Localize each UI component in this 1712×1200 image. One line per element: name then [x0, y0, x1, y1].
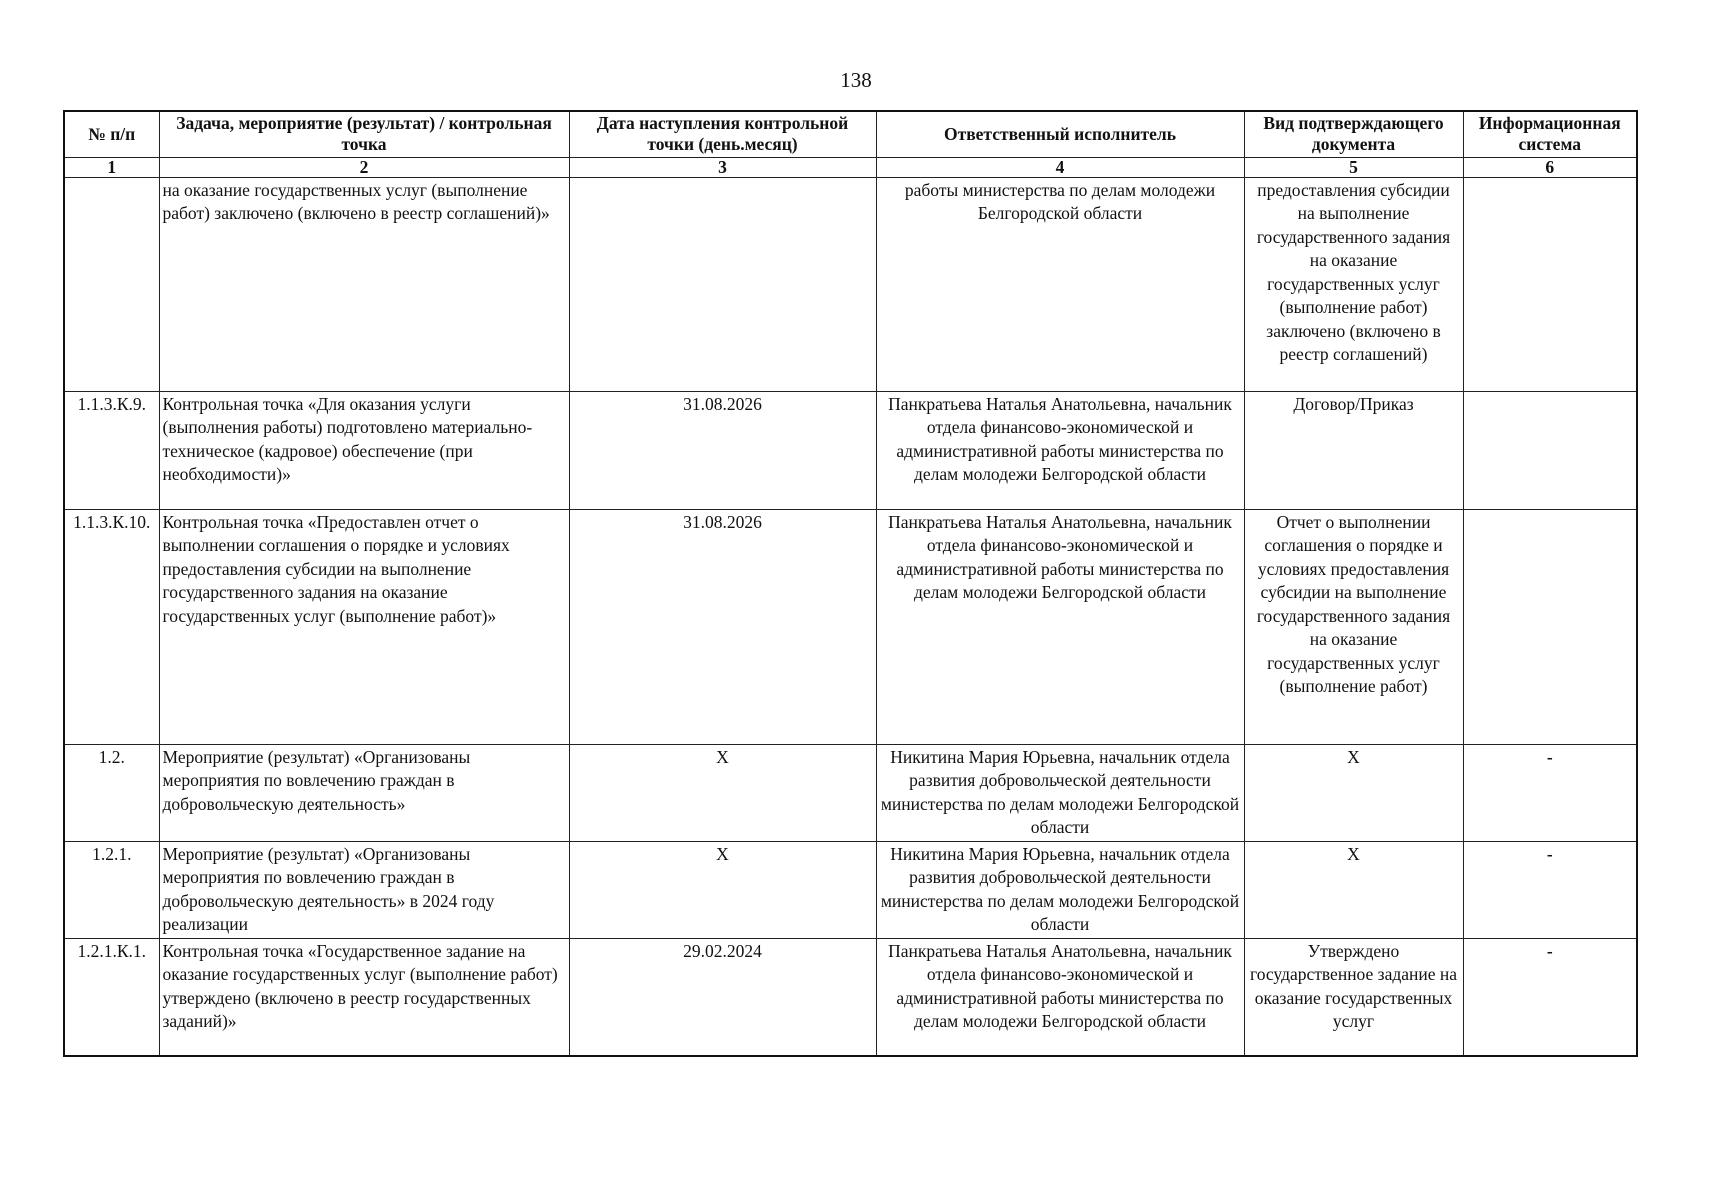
row-date: X: [569, 841, 876, 938]
row-executor: Панкратьева Наталья Анатольевна, начальник отдела финансово-экономической и административной работы министерства по делам молодежи Белгородской области: [876, 509, 1244, 744]
column-number: 1: [64, 157, 159, 177]
table-row: [64, 938, 1637, 1056]
table-row: [64, 177, 1637, 391]
row-task: Контрольная точка «Государственное задание на оказание государственных услуг (выполнение работ) утверждено (включено в реестр государственных заданий)»: [159, 938, 569, 1056]
row-number: 1.2.1.К.1.: [64, 938, 159, 1056]
column-number: 5: [1244, 157, 1463, 177]
column-number: 4: [876, 157, 1244, 177]
row-number: 1.1.3.К.10.: [64, 509, 159, 744]
header-date: Дата наступления контрольной точки (день.месяц): [569, 111, 876, 157]
row-number: 1.2.1.: [64, 841, 159, 938]
row-date: X: [569, 744, 876, 841]
row-executor: Панкратьева Наталья Анатольевна, начальник отдела финансово-экономической и административной работы министерства по делам молодежи Белгородской области: [876, 938, 1244, 1056]
row-date: [569, 177, 876, 391]
row-task: Контрольная точка «Предоставлен отчет о выполнении соглашения о порядке и условиях предоставления субсидии на выполнение государственного задания на оказание государственных услуг (выполнение работ)»: [159, 509, 569, 744]
row-executor: Никитина Мария Юрьевна, начальник отдела развития добровольческой деятельности министерства по делам молодежи Белгородской области: [876, 841, 1244, 938]
table-row: [64, 744, 1637, 841]
row-executor: Панкратьева Наталья Анатольевна, начальник отдела финансово-экономической и административной работы министерства по делам молодежи Белгородской области: [876, 391, 1244, 509]
row-system: -: [1463, 841, 1637, 938]
row-number: 1.2.: [64, 744, 159, 841]
row-system: [1463, 391, 1637, 509]
row-number: 1.1.3.К.9.: [64, 391, 159, 509]
row-document: Договор/Приказ: [1244, 391, 1463, 509]
row-executor: работы министерства по делам молодежи Белгородской области: [876, 177, 1244, 391]
row-date: 31.08.2026: [569, 391, 876, 509]
row-system: [1463, 509, 1637, 744]
column-number: 3: [569, 157, 876, 177]
header-row: [64, 111, 1637, 157]
header-num: № п/п: [64, 111, 159, 157]
header-task: Задача, мероприятие (результат) / контрольная точка: [159, 111, 569, 157]
row-document: Утверждено государственное задание на оказание государственных услуг: [1244, 938, 1463, 1056]
row-task: Контрольная точка «Для оказания услуги (выполнения работы) подготовлено материально-техническое (кадровое) обеспечение (при необходимости)»: [159, 391, 569, 509]
row-executor: Никитина Мария Юрьевна, начальник отдела развития добровольческой деятельности министерства по делам молодежи Белгородской области: [876, 744, 1244, 841]
table-row: [64, 391, 1637, 509]
row-document: X: [1244, 841, 1463, 938]
column-number-row: [64, 157, 1637, 177]
row-document: Отчет о выполнении соглашения о порядке и условиях предоставления субсидии на выполнение государственного задания на оказание государственных услуг (выполнение работ): [1244, 509, 1463, 744]
table-row: [64, 509, 1637, 744]
header-document: Вид подтверждающего документа: [1244, 111, 1463, 157]
row-system: [1463, 177, 1637, 391]
row-task: на оказание государственных услуг (выполнение работ) заключено (включено в реестр соглашений)»: [159, 177, 569, 391]
table-row: [64, 841, 1637, 938]
plan-table: [63, 110, 1638, 1057]
row-document: предоставления субсидии на выполнение государственного задания на оказание государственных услуг (выполнение работ) заключено (включено в реестр соглашений): [1244, 177, 1463, 391]
header-system: Информационная система: [1463, 111, 1637, 157]
column-number: 2: [159, 157, 569, 177]
row-task: Мероприятие (результат) «Организованы мероприятия по вовлечению граждан в добровольческую деятельность»: [159, 744, 569, 841]
row-system: -: [1463, 744, 1637, 841]
row-document: X: [1244, 744, 1463, 841]
row-number: [64, 177, 159, 391]
row-date: 29.02.2024: [569, 938, 876, 1056]
row-task: Мероприятие (результат) «Организованы мероприятия по вовлечению граждан в добровольческую деятельность» в 2024 году реализации: [159, 841, 569, 938]
page-number: 138: [840, 68, 872, 92]
row-date: 31.08.2026: [569, 509, 876, 744]
row-system: -: [1463, 938, 1637, 1056]
header-executor: Ответственный исполнитель: [876, 111, 1244, 157]
column-number: 6: [1463, 157, 1637, 177]
